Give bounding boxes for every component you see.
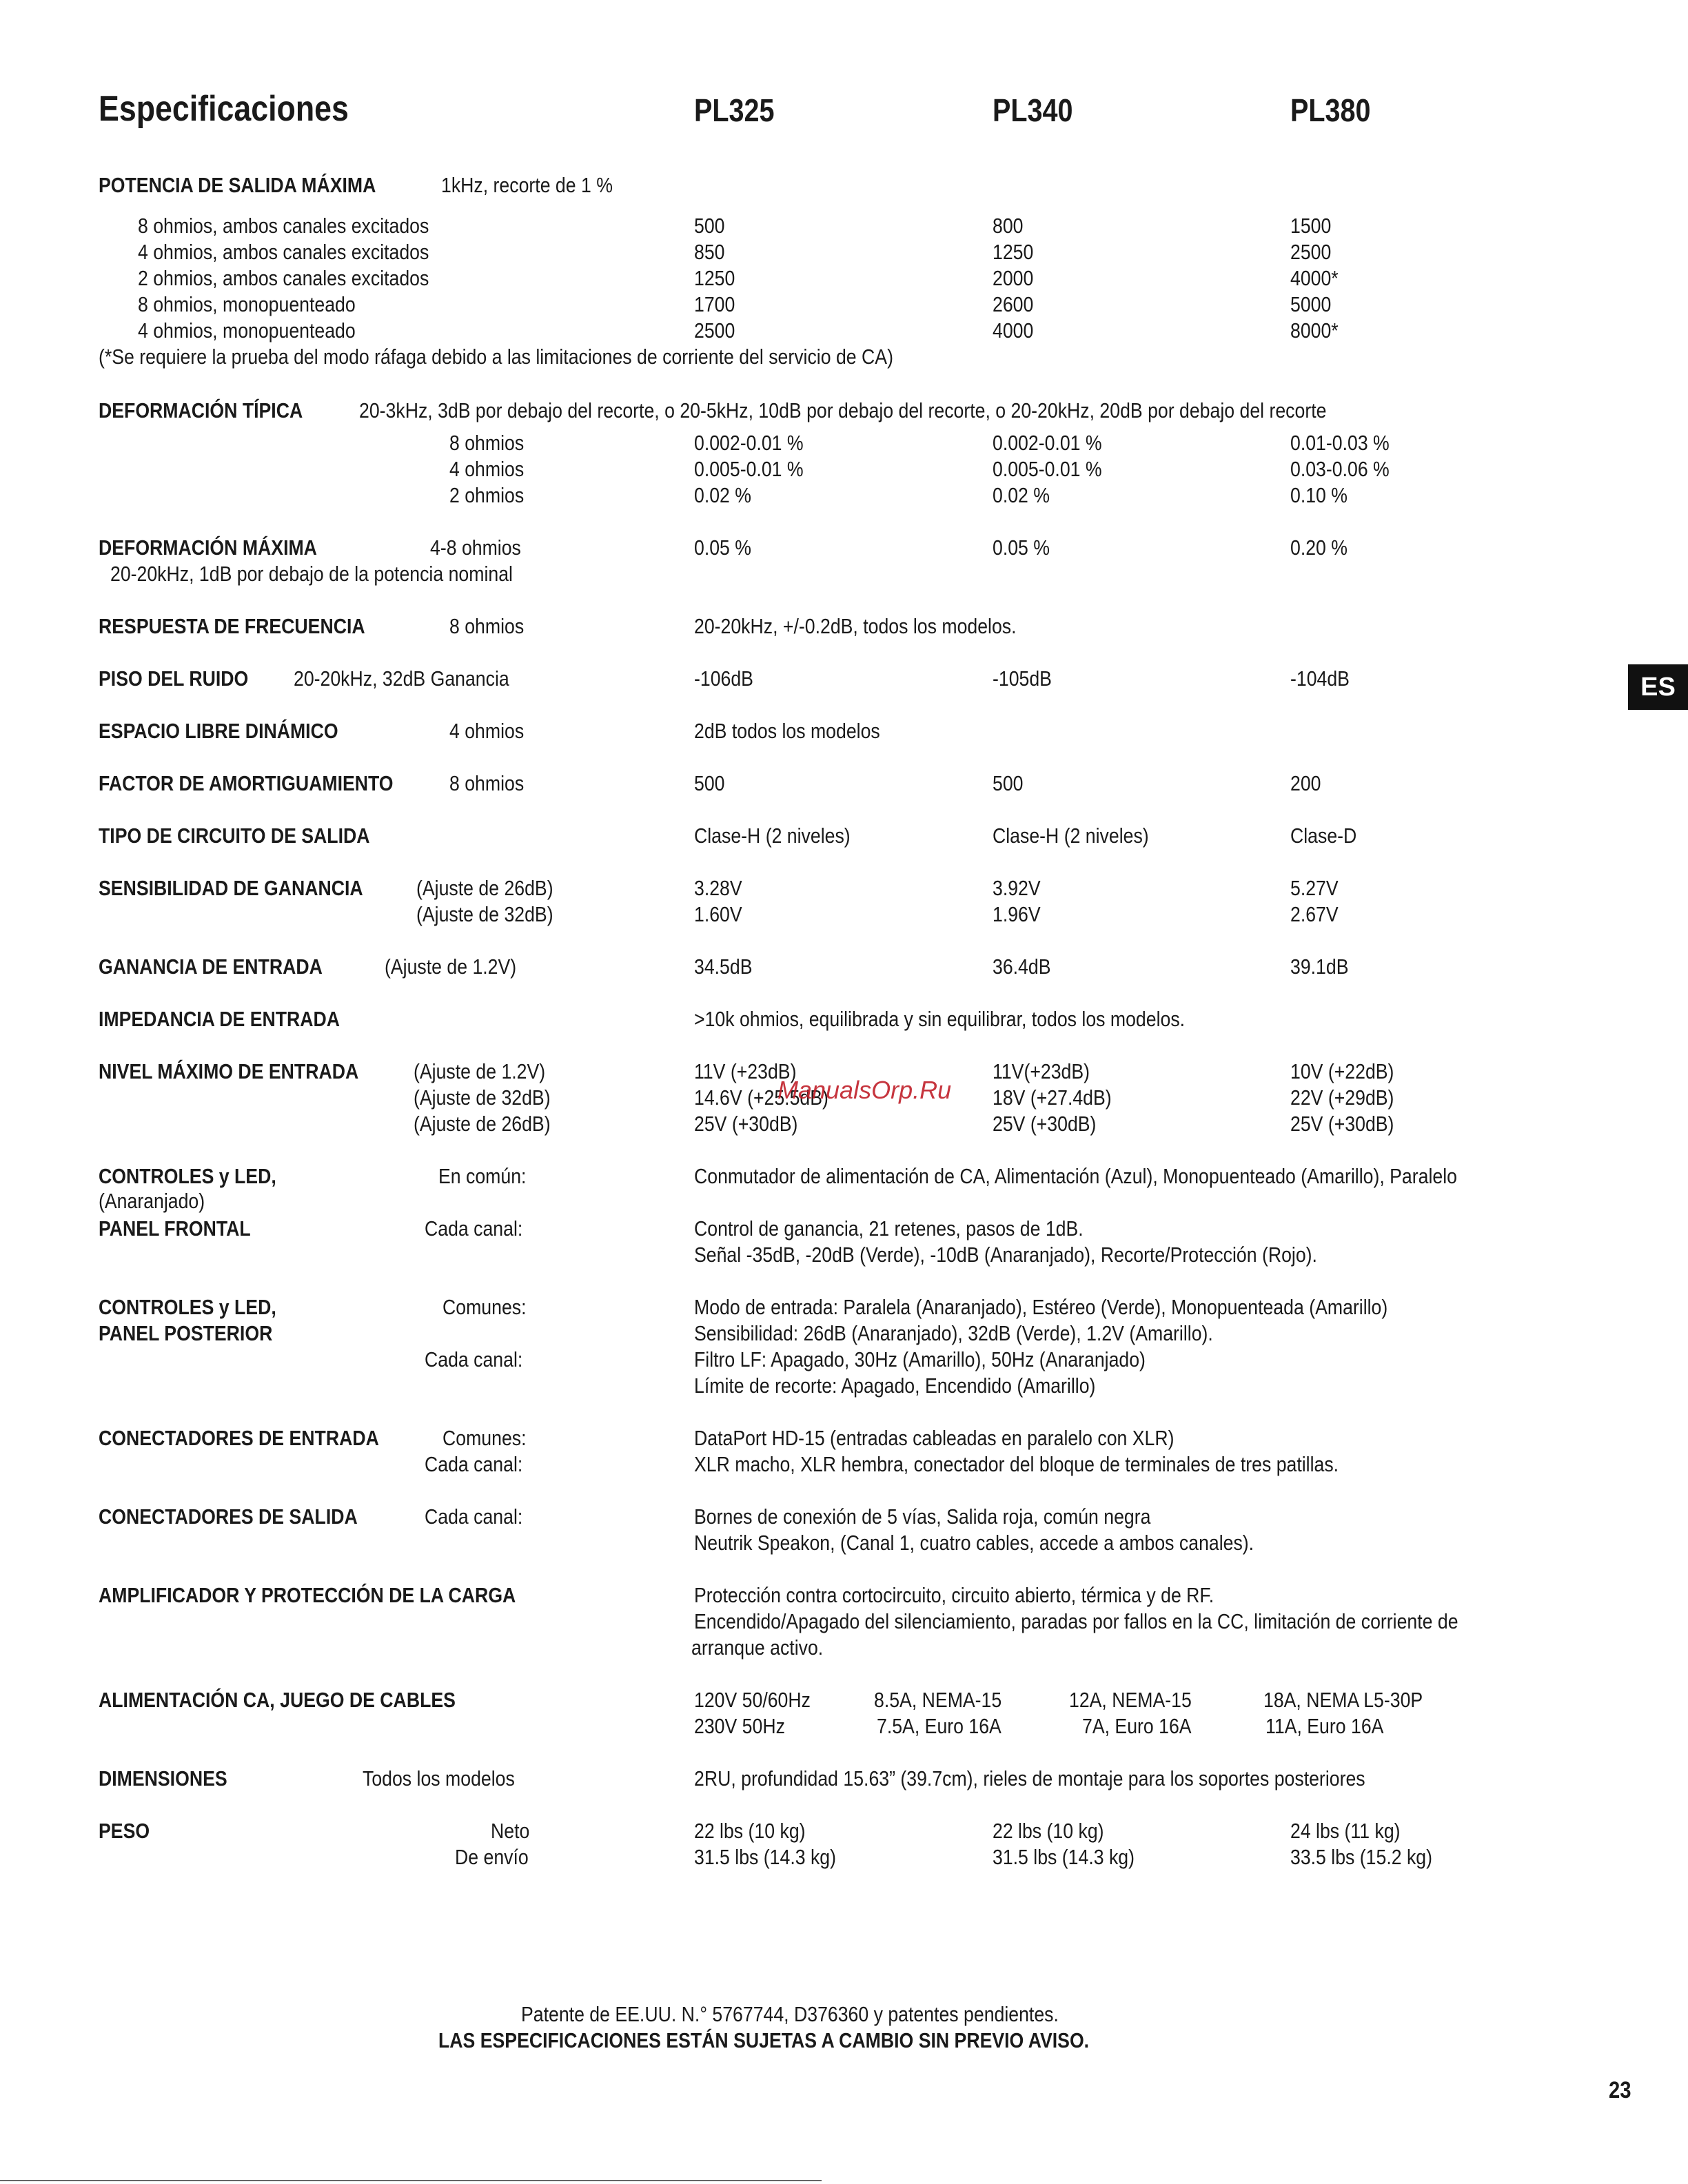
controles-frontal-channel-line: Control de ganancia, 21 retenes, pasos de 1dB. [694,1216,1084,1241]
espacio-value: 2dB todos los modelos [694,719,880,743]
potencia-row-label: 4 ohmios, ambos canales excitados [138,240,429,264]
deformacion-maxima-value: 0.05 % [694,535,752,560]
deformacion-value: 0.01-0.03 % [1290,431,1390,455]
controles-frontal-channel-label: Cada canal: [425,1216,523,1241]
footer-notice: LAS ESPECIFICACIONES ESTÁN SUJETAS A CAMBIO SIN PREVIO AVISO. [438,2028,1090,2052]
potencia-value: 500 [694,214,725,238]
section-label-respuesta: RESPUESTA DE FRECUENCIA [99,614,365,638]
ganancia-value: 39.1dB [1290,955,1349,979]
conectores-entrada-channel-label: Cada canal: [425,1452,523,1476]
potencia-row-label: 2 ohmios, ambos canales excitados [138,266,429,290]
peso-value: 22 lbs (10 kg) [694,1819,806,1843]
section-cond-amortiguamiento: 8 ohmios [449,771,525,795]
alimentacion-value: 11A, Euro 16A [1265,1714,1384,1738]
section-label-deformacion-maxima: DEFORMACIÓN MÁXIMA [99,535,317,560]
amortiguamiento-value: 200 [1290,771,1321,795]
deformacion-row-label: 2 ohmios [449,483,525,507]
section-label-ruido: PISO DEL RUIDO [99,666,249,691]
peso-value: 33.5 lbs (15.2 kg) [1290,1845,1432,1869]
potencia-row-label: 4 ohmios, monopuenteado [138,318,356,343]
conectores-entrada-common-label: Comunes: [443,1426,527,1450]
potencia-value: 800 [993,214,1024,238]
section-label-panel-posterior: PANEL POSTERIOR [99,1321,273,1345]
circuito-value: Clase-D [1290,824,1357,848]
deformacion-row-label: 8 ohmios [449,431,525,455]
amortiguamiento-value: 500 [694,771,725,795]
respuesta-value: 20-20kHz, +/-0.2dB, todos los modelos. [694,614,1017,638]
proteccion-line: Encendido/Apagado del silenciamiento, paradas por fallos en la CC, limitación de corriente de [694,1609,1458,1633]
section-cond-ganancia: (Ajuste de 1.2V) [385,955,517,979]
nivel-value: 10V (+22dB) [1290,1059,1394,1083]
section-label-peso: PESO [99,1819,150,1843]
section-label-ganancia: GANANCIA DE ENTRADA [99,955,323,979]
section-label-proteccion: AMPLIFICADOR Y PROTECCIÓN DE LA CARGA [99,1583,516,1607]
section-label-potencia: POTENCIA DE SALIDA MÁXIMA [99,173,376,197]
alimentacion-value: 7A, Euro 16A [1082,1714,1192,1738]
conectores-salida-line: Bornes de conexión de 5 vías, Salida roja, común negra [694,1504,1151,1529]
proteccion-line: Protección contra cortocircuito, circuito abierto, térmica y de RF. [694,1583,1214,1607]
controles-posterior-common-label: Comunes: [443,1295,527,1319]
deformacion-value: 0.02 % [993,483,1050,507]
sensibilidad-value: 2.67V [1290,902,1339,926]
sensibilidad-row-label: (Ajuste de 32dB) [416,902,553,926]
nivel-value: 25V (+30dB) [993,1112,1097,1136]
deformacion-maxima-sub: 20-20kHz, 1dB por debajo de la potencia nominal [110,562,513,586]
section-cond-deformacion-maxima: 4-8 ohmios [430,535,521,560]
controles-frontal-common-value: Conmutador de alimentación de CA, Alimentación (Azul), Monopuenteado (Amarillo), Paralelo [694,1164,1457,1188]
potencia-value: 4000 [993,318,1034,343]
sensibilidad-row-label: (Ajuste de 26dB) [416,876,553,900]
alimentacion-row-label: 230V 50Hz [694,1714,785,1738]
section-label-impedancia: IMPEDANCIA DE ENTRADA [99,1007,340,1031]
nivel-row-label: (Ajuste de 32dB) [414,1085,551,1110]
peso-value: 31.5 lbs (14.3 kg) [694,1845,836,1869]
ganancia-value: 36.4dB [993,955,1051,979]
alimentacion-value: 7.5A, Euro 16A [877,1714,1001,1738]
nivel-row-label: (Ajuste de 26dB) [414,1112,551,1136]
ganancia-value: 34.5dB [694,955,753,979]
peso-value: 24 lbs (11 kg) [1290,1819,1401,1843]
model-header-pl325: PL325 [694,92,775,128]
potencia-note: (*Se requiere la prueba del modo ráfaga debido a las limitaciones de corriente del servicio de CA) [99,345,893,369]
impedancia-value: >10k ohmios, equilibrada y sin equilibrar, todos los modelos. [694,1007,1186,1031]
section-label-deformacion-tipica: DEFORMACIÓN TÍPICA [99,398,303,422]
section-cond-espacio: 4 ohmios [449,719,525,743]
controles-frontal-common-cont: (Anaranjado) [99,1189,205,1213]
potencia-value: 1250 [694,266,735,290]
conectores-entrada-line: DataPort HD-15 (entradas cableadas en paralelo con XLR) [694,1426,1175,1450]
nivel-value: 18V (+27.4dB) [993,1085,1112,1110]
controles-posterior-channel-label: Cada canal: [425,1347,523,1371]
alimentacion-value: 8.5A, NEMA-15 [874,1688,1002,1712]
peso-value: 31.5 lbs (14.3 kg) [993,1845,1135,1869]
bottom-rule [0,2180,822,2181]
nivel-value: 14.6V (+25.5dB) [694,1085,828,1110]
section-label-sensibilidad: SENSIBILIDAD DE GANANCIA [99,876,363,900]
ruido-value: -105dB [993,666,1052,691]
potencia-value: 1250 [993,240,1034,264]
deformacion-row-label: 4 ohmios [449,457,525,481]
section-label-nivel-maximo: NIVEL MÁXIMO DE ENTRADA [99,1059,359,1083]
controles-posterior-line: Filtro LF: Apagado, 30Hz (Amarillo), 50Hz (Anaranjado) [694,1347,1146,1371]
footer-patent: Patente de EE.UU. N.° 5767744, D376360 y patentes pendientes. [521,2002,1059,2026]
alimentacion-row-label: 120V 50/60Hz [694,1688,811,1712]
deformacion-maxima-value: 0.20 % [1290,535,1348,560]
model-header-pl380: PL380 [1290,92,1371,128]
watermark-text: ManualsOrp.Ru [777,1076,952,1104]
deformacion-maxima-value: 0.05 % [993,535,1050,560]
section-label-controles-frontal: CONTROLES y LED, [99,1164,276,1188]
potencia-value: 2500 [1290,240,1332,264]
deformacion-value: 0.005-0.01 % [694,457,804,481]
section-cond-ruido: 20-20kHz, 32dB Ganancia [294,666,509,691]
section-cond-dimensiones: Todos los modelos [363,1766,515,1790]
proteccion-line: arranque activo. [691,1635,824,1660]
potencia-value: 5000 [1290,292,1332,316]
potencia-value: 2000 [993,266,1034,290]
conectores-salida-line: Neutrik Speakon, (Canal 1, cuatro cables, accede a ambos canales). [694,1531,1254,1555]
section-label-espacio: ESPACIO LIBRE DINÁMICO [99,719,338,743]
controles-posterior-line: Modo de entrada: Paralela (Anaranjado), Estéreo (Verde), Monopuenteada (Amarillo) [694,1295,1388,1319]
conectores-entrada-line: XLR macho, XLR hembra, conectador del bloque de terminales de tres patillas. [694,1452,1339,1476]
section-label-dimensiones: DIMENSIONES [99,1766,227,1790]
section-label-conectores-salida: CONECTADORES DE SALIDA [99,1504,358,1529]
page-title: Especificaciones [99,89,349,129]
section-label-circuito: TIPO DE CIRCUITO DE SALIDA [99,824,370,848]
deformacion-value: 0.002-0.01 % [993,431,1102,455]
potencia-value: 4000* [1290,266,1339,290]
section-label-conectores-entrada: CONECTADORES DE ENTRADA [99,1426,379,1450]
nivel-value: 11V (+23dB) [694,1059,797,1083]
section-label-amortiguamiento: FACTOR DE AMORTIGUAMIENTO [99,771,394,795]
section-cond-deformacion-tipica: 20-3kHz, 3dB por debajo del recorte, o 20-5kHz, 10dB por debajo del recorte, o 20-20kHz, 20dB por debajo del recorte [359,398,1327,422]
deformacion-value: 0.005-0.01 % [993,457,1102,481]
section-cond-potencia: 1kHz, recorte de 1 % [441,173,613,197]
controles-frontal-channel-line: Señal -35dB, -20dB (Verde), -10dB (Anaranjado), Recorte/Protección (Rojo). [694,1243,1317,1267]
potencia-value: 2600 [993,292,1034,316]
nivel-value: 25V (+30dB) [1290,1112,1394,1136]
deformacion-value: 0.10 % [1290,483,1348,507]
sensibilidad-value: 3.28V [694,876,742,900]
sensibilidad-value: 1.96V [993,902,1041,926]
potencia-value: 1500 [1290,214,1332,238]
section-label-alimentacion: ALIMENTACIÓN CA, JUEGO DE CABLES [99,1688,456,1712]
language-tab: ES [1628,664,1688,710]
potencia-row-label: 8 ohmios, monopuenteado [138,292,356,316]
section-label-panel-frontal: PANEL FRONTAL [99,1216,251,1241]
peso-value: 22 lbs (10 kg) [993,1819,1104,1843]
page-number: 23 [1609,2077,1631,2103]
nivel-value: 22V (+29dB) [1290,1085,1394,1110]
controles-posterior-line: Sensibilidad: 26dB (Anaranjado), 32dB (Verde), 1.2V (Amarillo). [694,1321,1213,1345]
potencia-value: 2500 [694,318,735,343]
nivel-value: 25V (+30dB) [694,1112,798,1136]
sensibilidad-value: 3.92V [993,876,1041,900]
amortiguamiento-value: 500 [993,771,1024,795]
nivel-row-label: (Ajuste de 1.2V) [414,1059,546,1083]
peso-row-label: Neto [491,1819,530,1843]
alimentacion-value: 12A, NEMA-15 [1069,1688,1192,1712]
sensibilidad-value: 5.27V [1290,876,1339,900]
section-cond-respuesta: 8 ohmios [449,614,525,638]
alimentacion-value: 18A, NEMA L5-30P [1263,1688,1423,1712]
nivel-value: 11V(+23dB) [993,1059,1090,1083]
circuito-value: Clase-H (2 niveles) [694,824,851,848]
potencia-value: 1700 [694,292,735,316]
deformacion-value: 0.03-0.06 % [1290,457,1390,481]
circuito-value: Clase-H (2 niveles) [993,824,1149,848]
conectores-salida-channel-label: Cada canal: [425,1504,523,1529]
deformacion-value: 0.002-0.01 % [694,431,804,455]
controles-frontal-common-label: En común: [438,1164,527,1188]
controles-posterior-line: Límite de recorte: Apagado, Encendido (Amarillo) [694,1374,1096,1398]
sensibilidad-value: 1.60V [694,902,742,926]
potencia-value: 8000* [1290,318,1339,343]
potencia-row-label: 8 ohmios, ambos canales excitados [138,214,429,238]
section-label-controles-posterior: CONTROLES y LED, [99,1295,276,1319]
dimensiones-value: 2RU, profundidad 15.63” (39.7cm), rieles de montaje para los soportes posteriores [694,1766,1365,1790]
deformacion-value: 0.02 % [694,483,752,507]
peso-row-label: De envío [455,1845,529,1869]
potencia-value: 850 [694,240,725,264]
model-header-pl340: PL340 [993,92,1073,128]
ruido-value: -104dB [1290,666,1350,691]
ruido-value: -106dB [694,666,753,691]
